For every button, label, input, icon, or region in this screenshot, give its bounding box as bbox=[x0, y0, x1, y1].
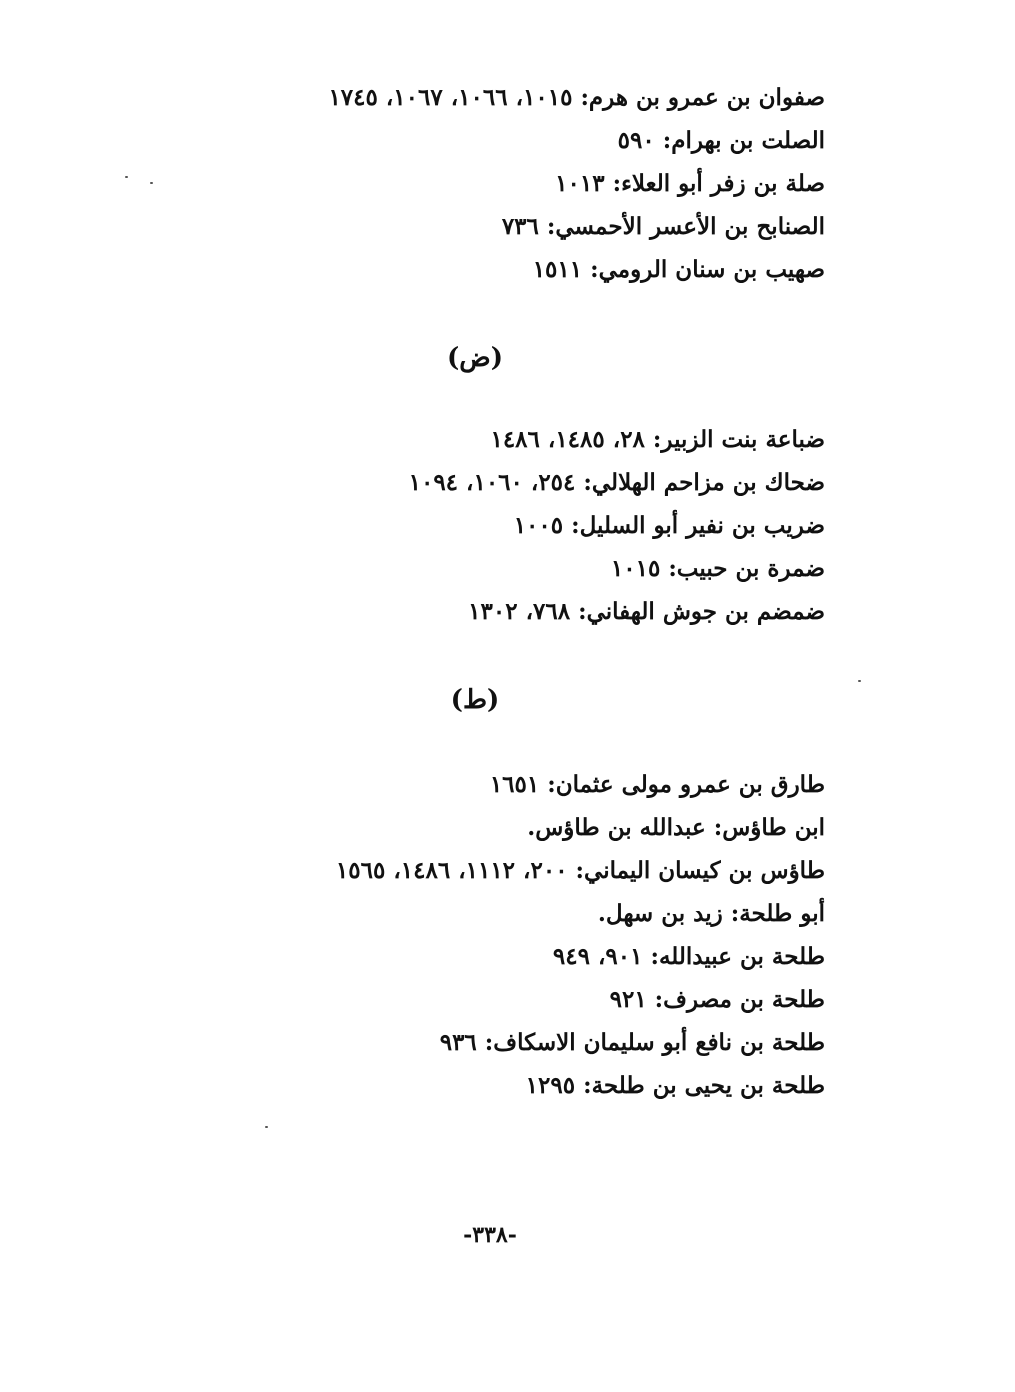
index-entry: الصلت بن بهرام: ٥٩٠ bbox=[617, 127, 825, 154]
index-entry: طلحة بن عبيدالله: ٩٠١، ٩٤٩ bbox=[552, 943, 825, 970]
index-entry: طارق بن عمرو مولى عثمان: ١٦٥١ bbox=[489, 771, 825, 798]
index-entry: ضحاك بن مزاحم الهلالي: ٢٥٤، ١٠٦٠، ١٠٩٤ bbox=[408, 469, 825, 496]
index-entry: صهيب بن سنان الرومي: ١٥١١ bbox=[532, 256, 825, 283]
index-entry: ابن طاؤس: عبدالله بن طاؤس. bbox=[527, 814, 825, 841]
scan-speck bbox=[150, 182, 153, 184]
index-entry: أبو طلحة: زيد بن سهل. bbox=[597, 900, 825, 927]
index-entry: طاؤس بن كيسان اليماني: ٢٠٠، ١١١٢، ١٤٨٦، ١٥٦٥ bbox=[335, 857, 825, 884]
index-entry: ضريب بن نفير أبو السليل: ١٠٠٥ bbox=[513, 512, 825, 539]
index-entry: طلحة بن يحيى بن طلحة: ١٢٩٥ bbox=[525, 1072, 825, 1099]
section-header-ta: (ط) bbox=[450, 685, 500, 715]
index-entry: ضباعة بنت الزبير: ٢٨، ١٤٨٥، ١٤٨٦ bbox=[490, 426, 825, 453]
page-number: -٣٣٨- bbox=[463, 1222, 517, 1248]
index-entry: طلحة بن مصرف: ٩٢١ bbox=[609, 986, 825, 1013]
index-entry: ضمرة بن حبيب: ١٠١٥ bbox=[610, 555, 825, 582]
scan-speck bbox=[125, 176, 128, 178]
scan-speck bbox=[265, 1126, 268, 1128]
index-entry: ضمضم بن جوش الهفاني: ٧٦٨، ١٣٠٢ bbox=[468, 598, 825, 625]
section-header-dad: (ض) bbox=[446, 343, 504, 373]
scan-speck bbox=[858, 680, 861, 682]
index-entry: صفوان بن عمرو بن هرم: ١٠١٥، ١٠٦٦، ١٠٦٧، ١٧٤٥ bbox=[328, 84, 825, 111]
index-entry: صلة بن زفر أبو العلاء: ١٠١٣ bbox=[555, 170, 825, 197]
index-entry: طلحة بن نافع أبو سليمان الاسكاف: ٩٣٦ bbox=[439, 1029, 825, 1056]
index-entry: الصنابح بن الأعسر الأحمسي: ٧٣٦ bbox=[501, 213, 825, 240]
